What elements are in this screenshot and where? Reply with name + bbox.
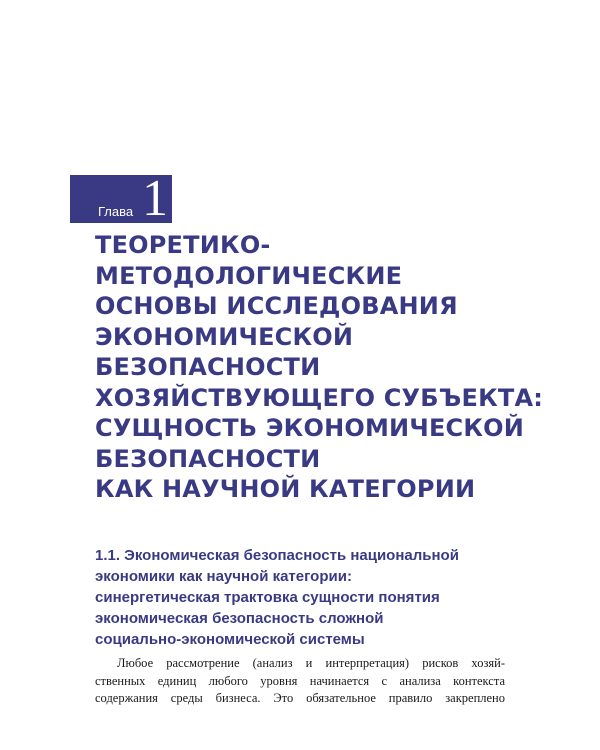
section-title-line: 1.1. Экономическая безопасность национальной xyxy=(95,547,459,564)
chapter-title-line: СУЩНОСТЬ ЭКОНОМИЧЕСКОЙ xyxy=(95,414,525,442)
section-title-line: экономическая безопасность сложной xyxy=(95,610,384,627)
section-title-line: экономики как научной категории: xyxy=(95,568,352,585)
chapter-title-line: БЕЗОПАСНОСТИ xyxy=(95,353,321,381)
chapter-title-line: КАК НАУЧНОЙ КАТЕГОРИИ xyxy=(95,475,476,503)
chapter-number: 1 xyxy=(142,170,168,227)
section-title-line: синергетическая трактовка сущности понятия xyxy=(95,589,440,606)
chapter-title-line: ТЕОРЕТИКО- xyxy=(95,231,271,259)
chapter-label: Глава xyxy=(98,204,134,219)
body-paragraph xyxy=(95,655,505,708)
body-line: ственных единиц любого уровня начинается с анализа контекста xyxy=(95,673,505,688)
chapter-badge xyxy=(70,170,172,227)
section-title-line: социально-экономической системы xyxy=(95,631,365,648)
chapter-title-line: ОСНОВЫ ИССЛЕДОВАНИЯ xyxy=(95,292,458,320)
section-title xyxy=(95,545,575,650)
chapter-title-line: ЭКОНОМИЧЕСКОЙ xyxy=(95,322,354,351)
body-line: содержания среды бизнеса. Это обязательное правило закреплено xyxy=(95,691,505,705)
chapter-title-line: ХОЗЯЙСТВУЮЩЕГО СУБЪЕКТА: xyxy=(95,383,544,412)
chapter-title-line: МЕТОДОЛОГИЧЕСКИЕ xyxy=(95,261,403,290)
chapter-title xyxy=(95,230,575,505)
body-line: Любое рассмотрение (анализ и интерпретация) рисков хозяй- xyxy=(117,656,505,670)
chapter-title-line: БЕЗОПАСНОСТИ xyxy=(95,444,321,473)
